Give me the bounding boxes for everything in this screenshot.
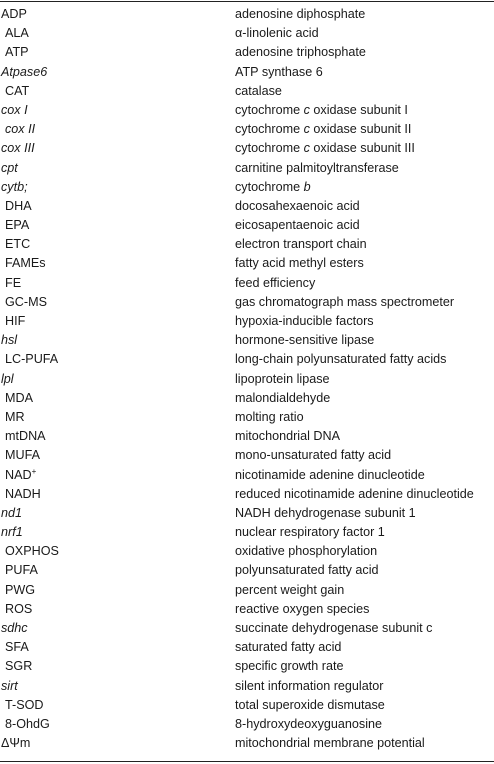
abbreviation-cell xyxy=(0,638,230,657)
abbreviation-text: mtDNA xyxy=(5,429,46,444)
definition-cell: carnitine palmitoyltransferase xyxy=(235,160,399,175)
abbreviation-cell xyxy=(0,159,230,178)
bottom-rule xyxy=(0,761,494,762)
table-row xyxy=(0,159,494,178)
definition-cell: α-linolenic acid xyxy=(235,26,319,41)
abbreviation-cell xyxy=(0,5,230,24)
table-row xyxy=(0,427,494,446)
table-row xyxy=(0,312,494,331)
abbreviation-text: PWG xyxy=(5,582,36,597)
definition-cell: catalase xyxy=(235,83,282,98)
table-row xyxy=(0,5,494,24)
definition-cell: hormone-sensitive lipase xyxy=(235,333,375,348)
table-row xyxy=(0,408,494,427)
definition-cell: nicotinamide adenine dinucleotide xyxy=(235,467,425,482)
abbreviation-cell xyxy=(0,677,230,696)
table-row xyxy=(0,581,494,600)
abbreviation-cell xyxy=(0,408,230,427)
abbreviation-text: T-SOD xyxy=(5,697,44,712)
abbreviation-cell xyxy=(0,523,230,542)
definition-cell: adenosine triphosphate xyxy=(235,45,366,60)
abbreviation-cell xyxy=(0,485,230,504)
abbreviation-cell xyxy=(0,734,230,753)
definition-cell: cytochrome b xyxy=(235,179,311,194)
abbreviation-text: FAMEs xyxy=(5,256,46,271)
abbreviation-text: NADH xyxy=(5,486,41,501)
definition-cell: percent weight gain xyxy=(235,582,345,597)
definition-cell: silent information regulator xyxy=(235,678,384,693)
abbreviation-text: sirt xyxy=(1,678,18,693)
abbreviation-cell xyxy=(0,350,230,369)
table-row xyxy=(0,331,494,350)
definition-cell: nuclear respiratory factor 1 xyxy=(235,525,385,540)
abbreviation-text: cox III xyxy=(1,141,35,156)
table-row xyxy=(0,485,494,504)
abbreviation-cell xyxy=(0,293,230,312)
abbreviation-cell xyxy=(0,120,230,139)
abbreviation-cell xyxy=(0,235,230,254)
table-row xyxy=(0,120,494,139)
abbreviation-text: NAD xyxy=(5,467,32,482)
table-row xyxy=(0,139,494,158)
abbreviation-cell xyxy=(0,178,230,197)
definition-cell: malondialdehyde xyxy=(235,390,331,405)
table-row xyxy=(0,101,494,120)
abbreviation-text: ATP xyxy=(5,45,29,60)
table-row xyxy=(0,235,494,254)
definition-cell: total superoxide dismutase xyxy=(235,697,385,712)
abbreviation-cell xyxy=(0,101,230,120)
abbreviation-text: SGR xyxy=(5,659,33,674)
abbreviation-cell xyxy=(0,427,230,446)
abbreviation-text: MDA xyxy=(5,390,33,405)
definition-cell: cytochrome c oxidase subunit I xyxy=(235,102,408,117)
abbreviation-cell xyxy=(0,581,230,600)
abbreviation-cell xyxy=(0,43,230,62)
abbreviation-text: hsl xyxy=(1,333,18,348)
definition-cell: reactive oxygen species xyxy=(235,601,370,616)
table-row xyxy=(0,370,494,389)
definition-cell: fatty acid methyl esters xyxy=(235,256,364,271)
definition-cell: cytochrome c oxidase subunit II xyxy=(235,122,412,137)
abbreviation-superscript: + xyxy=(31,466,37,476)
abbreviation-text: CAT xyxy=(5,83,30,98)
abbreviation-text: nd1 xyxy=(1,505,23,520)
abbreviation-text: ROS xyxy=(5,601,33,616)
abbreviation-cell xyxy=(0,715,230,734)
abbreviation-cell xyxy=(0,370,230,389)
table-row xyxy=(0,542,494,561)
abbreviation-text: DHA xyxy=(5,198,32,213)
definition-cell: gas chromatograph mass spectrometer xyxy=(235,294,455,309)
abbreviation-text: EPA xyxy=(5,218,30,233)
definition-cell: feed efficiency xyxy=(235,275,316,290)
abbreviation-text: HIF xyxy=(5,314,26,328)
definition-cell: molting ratio xyxy=(235,409,304,424)
table-row xyxy=(0,389,494,408)
table-row xyxy=(0,600,494,619)
abbreviation-cell xyxy=(0,82,230,101)
abbreviation-cell xyxy=(0,197,230,216)
definition-cell: NADH dehydrogenase subunit 1 xyxy=(235,505,416,520)
abbreviation-cell xyxy=(0,312,230,331)
definition-cell: long-chain polyunsaturated fatty acids xyxy=(235,352,447,367)
abbreviation-text: cytb; xyxy=(1,179,28,194)
definition-cell: mitochondrial DNA xyxy=(235,429,340,444)
abbreviation-text: lpl xyxy=(1,371,14,386)
abbreviation-cell xyxy=(0,274,230,293)
table-row xyxy=(0,638,494,657)
definition-cell: mitochondrial membrane potential xyxy=(235,736,425,751)
table-row xyxy=(0,523,494,542)
abbreviation-cell xyxy=(0,657,230,676)
definition-cell: hypoxia-inducible factors xyxy=(235,314,374,328)
abbreviation-text: Atpase6 xyxy=(1,64,48,79)
abbreviation-text: MR xyxy=(5,409,25,424)
table-row xyxy=(0,63,494,82)
table-row xyxy=(0,715,494,734)
abbreviation-text: SFA xyxy=(5,640,29,655)
definition-cell: cytochrome c oxidase subunit III xyxy=(235,141,415,156)
abbreviation-text: nrf1 xyxy=(1,525,23,540)
definition-cell: 8-hydroxydeoxyguanosine xyxy=(235,716,383,731)
abbreviation-text: LC-PUFA xyxy=(5,352,59,367)
definition-cell: polyunsaturated fatty acid xyxy=(235,563,379,578)
abbreviation-text: GC-MS xyxy=(5,294,47,309)
abbreviation-cell xyxy=(0,63,230,82)
table-row xyxy=(0,657,494,676)
abbreviation-cell xyxy=(0,216,230,235)
abbreviation-cell xyxy=(0,389,230,408)
table-row xyxy=(0,197,494,216)
table-row xyxy=(0,619,494,638)
abbreviation-text: ΔΨm xyxy=(1,736,31,751)
abbreviation-text: cox I xyxy=(1,102,28,117)
definition-cell: docosahexaenoic acid xyxy=(235,198,360,213)
definition-cell: specific growth rate xyxy=(235,659,344,674)
abbreviation-cell xyxy=(0,254,230,273)
table-row xyxy=(0,696,494,715)
abbreviation-cell xyxy=(0,466,230,485)
abbreviation-cell xyxy=(0,446,230,465)
abbreviation-rows xyxy=(0,5,494,753)
table-row xyxy=(0,446,494,465)
definition-cell: electron transport chain xyxy=(235,237,367,252)
abbreviation-text: sdhc xyxy=(1,621,28,635)
abbreviation-cell xyxy=(0,561,230,580)
definition-cell: succinate dehydrogenase subunit c xyxy=(235,621,433,635)
table-row xyxy=(0,254,494,273)
abbreviation-text: ALA xyxy=(5,26,29,41)
definition-cell: oxidative phosphorylation xyxy=(235,544,378,559)
table-row xyxy=(0,561,494,580)
table-row xyxy=(0,504,494,523)
abbreviation-cell xyxy=(0,619,230,638)
abbreviation-text: 8-OhdG xyxy=(5,716,50,731)
abbreviation-cell xyxy=(0,696,230,715)
table-row xyxy=(0,350,494,369)
table-row xyxy=(0,734,494,753)
abbreviation-text: OXPHOS xyxy=(5,544,59,559)
abbreviation-cell xyxy=(0,504,230,523)
definition-cell: ATP synthase 6 xyxy=(235,64,323,79)
table-row xyxy=(0,677,494,696)
table-row xyxy=(0,178,494,197)
top-rule xyxy=(0,1,494,2)
table-row xyxy=(0,216,494,235)
abbreviation-text: cpt xyxy=(1,160,18,175)
table-row xyxy=(0,43,494,62)
abbreviation-text: PUFA xyxy=(5,563,38,578)
table-row xyxy=(0,82,494,101)
abbreviation-cell xyxy=(0,24,230,43)
definition-cell: eicosapentaenoic acid xyxy=(235,218,360,233)
table-row xyxy=(0,293,494,312)
definition-cell: reduced nicotinamide adenine dinucleotide xyxy=(235,486,474,501)
abbreviation-cell xyxy=(0,600,230,619)
abbreviation-cell xyxy=(0,139,230,158)
abbreviation-text: MUFA xyxy=(5,448,40,463)
abbreviation-cell xyxy=(0,542,230,561)
abbreviation-text: cox II xyxy=(5,122,36,137)
definition-cell: adenosine diphosphate xyxy=(235,7,366,21)
definition-cell: mono-unsaturated fatty acid xyxy=(235,448,392,463)
table-row xyxy=(0,24,494,43)
table-row xyxy=(0,466,494,485)
abbreviation-text: FE xyxy=(5,275,22,290)
definition-cell: saturated fatty acid xyxy=(235,640,342,655)
abbreviation-text: ETC xyxy=(5,237,31,252)
table-row xyxy=(0,274,494,293)
definition-cell: lipoprotein lipase xyxy=(235,371,330,386)
abbreviation-text: ADP xyxy=(1,7,27,21)
abbreviation-cell xyxy=(0,331,230,350)
